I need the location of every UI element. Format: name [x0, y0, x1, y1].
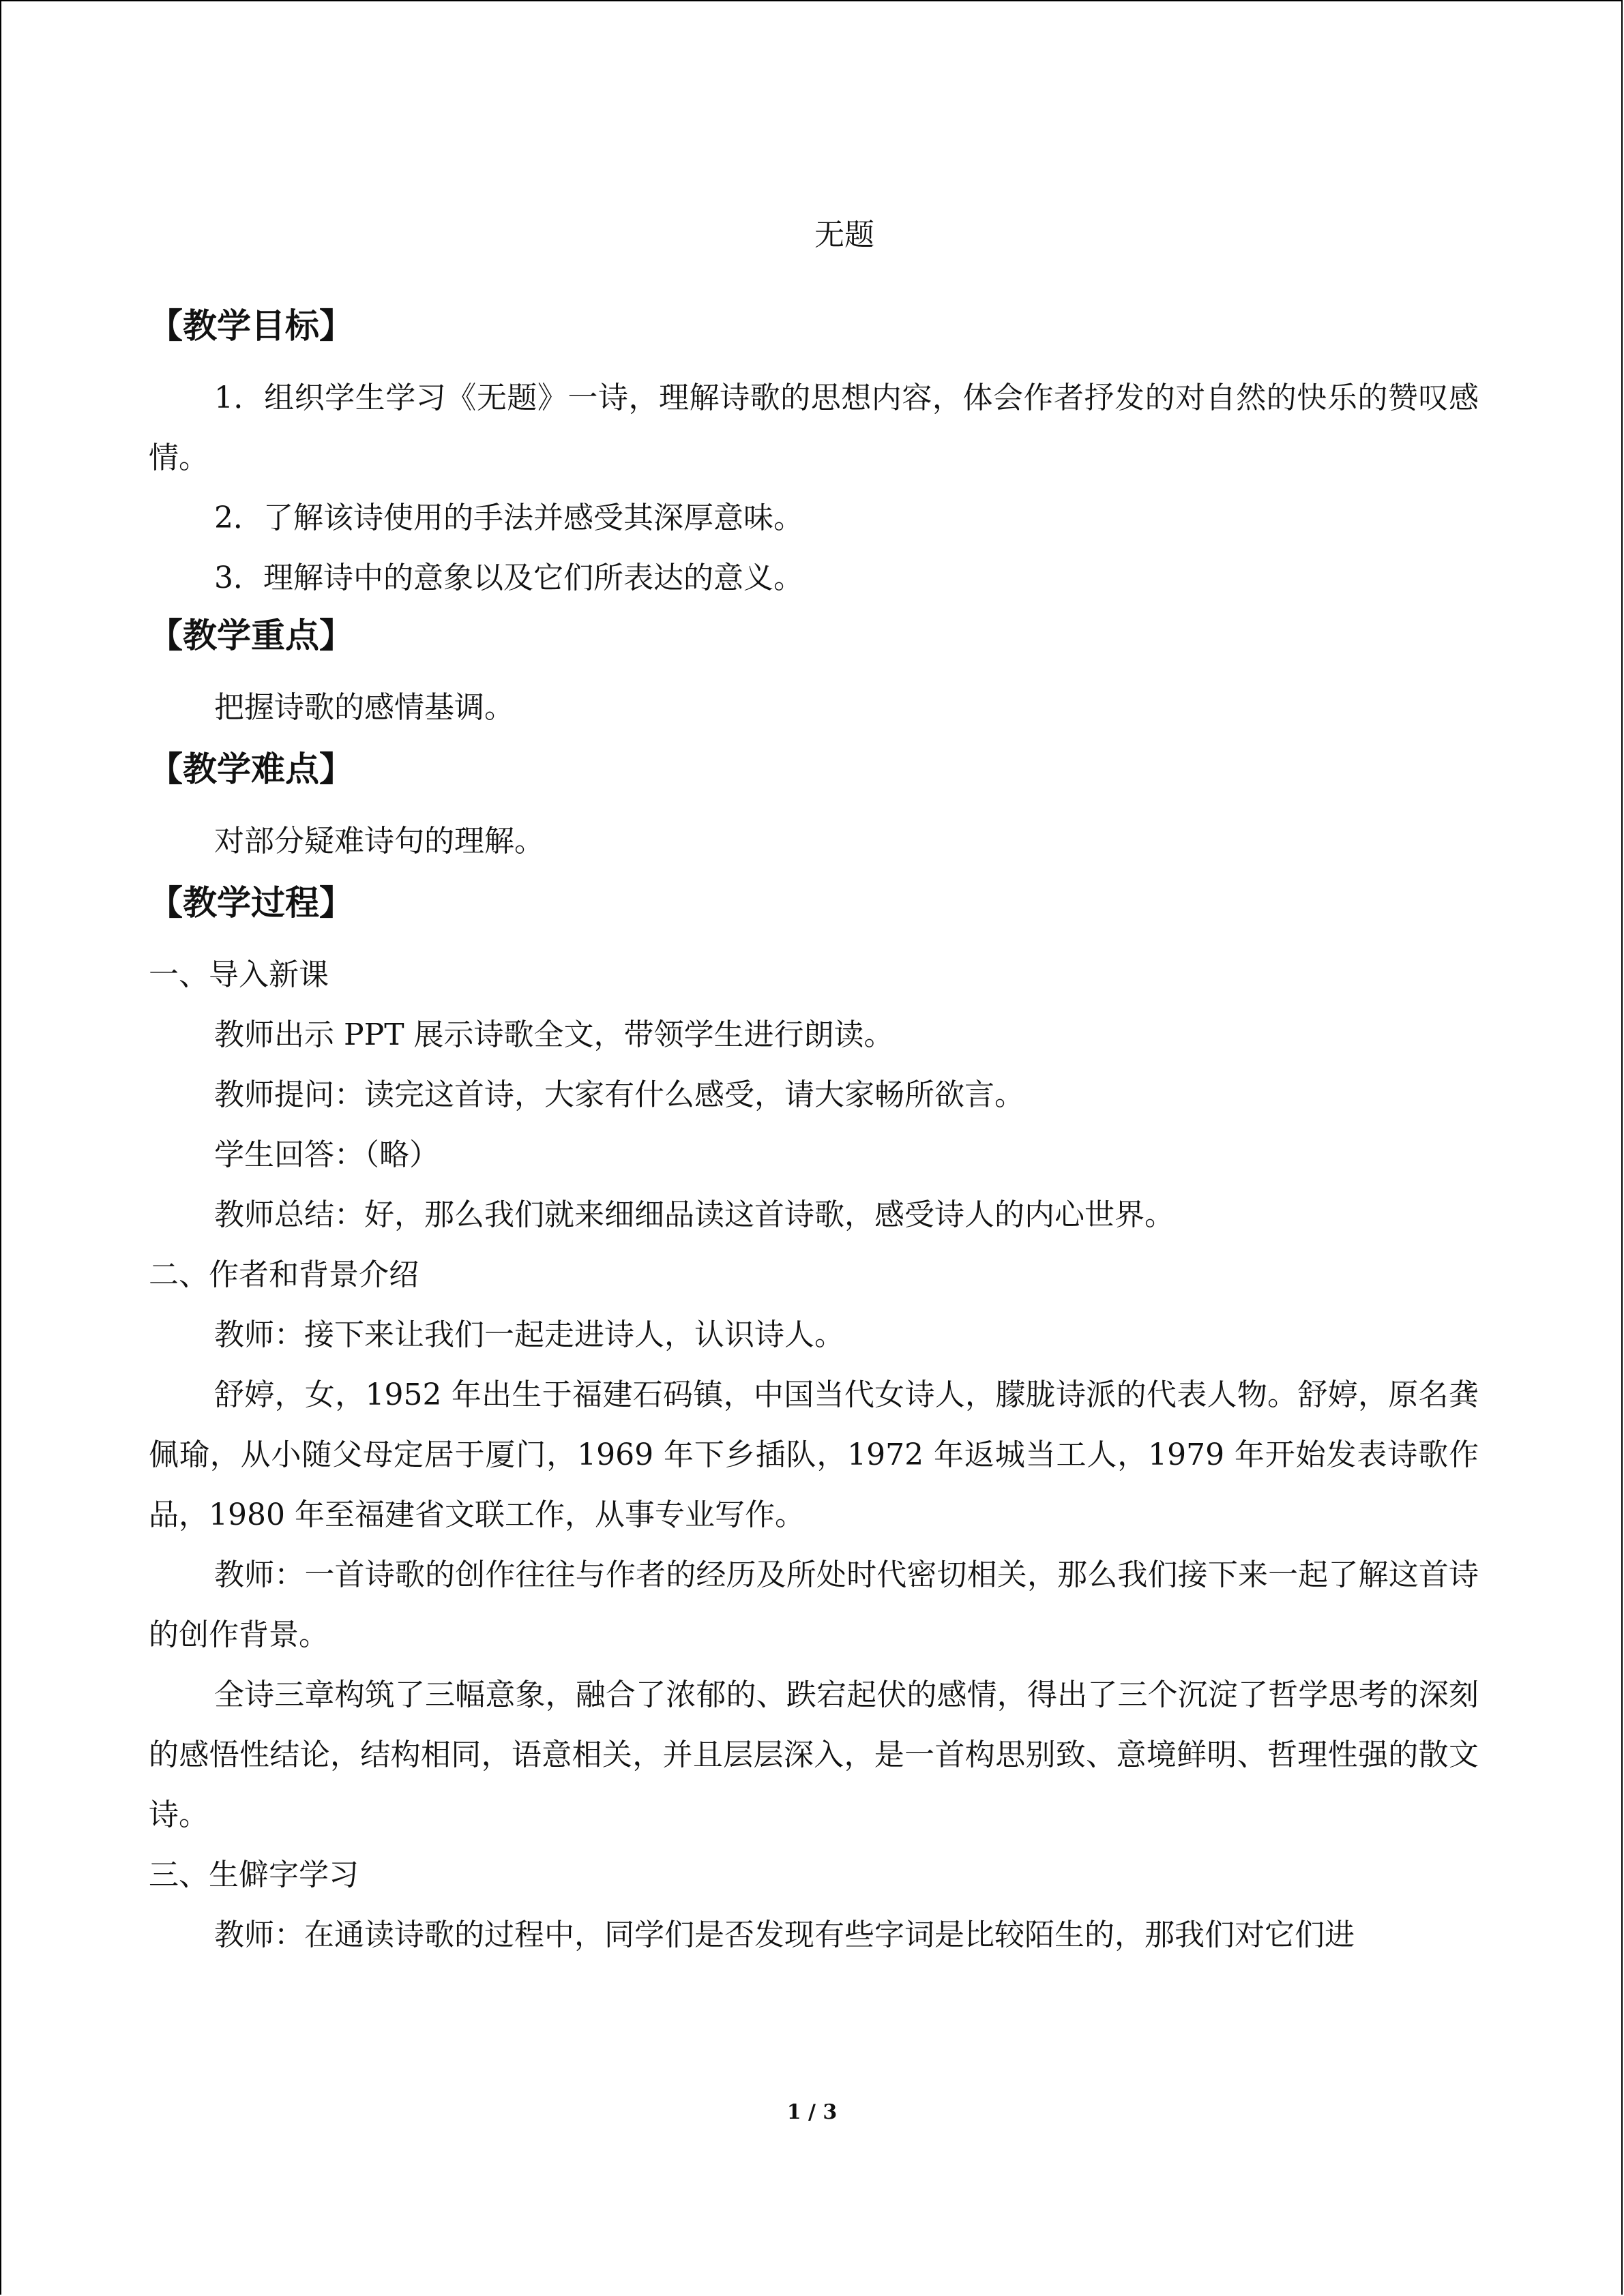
objective-item-1: 1．组织学生学习《无题》一诗，理解诗歌的思想内容，体会作者抒发的对自然的快乐的赞叹感情。 [149, 381, 1479, 475]
difficulty-text: 对部分疑难诗句的理解。 [214, 824, 544, 859]
objective-item-2: 2．了解该诗使用的手法并感受其深厚意味。 [214, 501, 803, 535]
part1-line-2: 教师提问：读完这首诗，大家有什么感受，请大家畅所欲言。 [214, 1077, 1024, 1112]
process-part2-title: 二、作者和背景介绍 [149, 1257, 419, 1292]
process-part3-title: 三、生僻字学习 [149, 1858, 359, 1892]
key-point-text: 把握诗歌的感情基调。 [214, 690, 514, 725]
part1-line-3: 学生回答：（略） [214, 1137, 439, 1172]
document-body [149, 205, 1479, 1965]
process-part1-title: 一、导入新课 [149, 957, 329, 992]
heading-process: 【教学过程】 [149, 883, 353, 923]
heading-objectives: 【教学目标】 [149, 306, 353, 346]
part2-line-3: 教师：一首诗歌的创作往往与作者的经历及所处时代密切相关，那么我们接下来一起了解这首诗的创作背景。 [149, 1557, 1479, 1652]
page-number: 1 / 3 [786, 2100, 838, 2124]
objective-item-3: 3．理解诗中的意象以及它们所表达的意义。 [214, 561, 803, 595]
part2-line-4: 全诗三章构筑了三幅意象，融合了浓郁的、跌宕起伏的感情，得出了三个沉淀了哲学思考的深刻的感悟性结论，结构相同，语意相关，并且层层深入，是一首构思别致、意境鲜明、哲理性强的散文诗。 [149, 1678, 1479, 1832]
part2-line-2: 舒婷，女，1952 年出生于福建石码镇，中国当代女诗人，朦胧诗派的代表人物。舒婷，原名龚佩瑜，从小随父母定居于厦门，1969 年下乡插队，1972 年返城当工人，1979 年开始发表诗歌作品，1980 年至福建省文联工作，从事专业写作。 [149, 1377, 1479, 1532]
heading-key-point: 【教学重点】 [149, 616, 353, 655]
heading-difficulty: 【教学难点】 [149, 749, 353, 789]
part2-line-1: 教师：接下来让我们一起走进诗人，认识诗人。 [214, 1317, 844, 1352]
document-title: 无题 [814, 218, 874, 252]
part3-line-1: 教师：在通读诗歌的过程中，同学们是否发现有些字词是比较陌生的，那我们对它们进 [214, 1918, 1355, 1952]
part1-line-4: 教师总结：好，那么我们就来细细品读这首诗歌，感受诗人的内心世界。 [214, 1197, 1175, 1232]
part1-line-1: 教师出示 PPT 展示诗歌全文，带领学生进行朗读。 [214, 1017, 894, 1052]
